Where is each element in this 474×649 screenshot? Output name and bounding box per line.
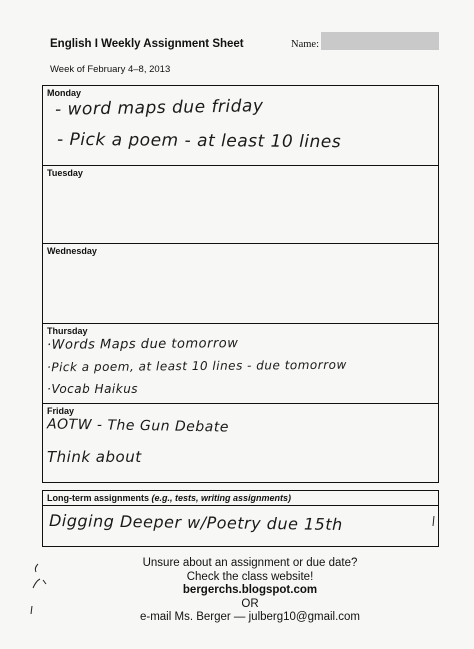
sheet-title: English I Weekly Assignment Sheet xyxy=(50,38,244,50)
day-label-monday: Monday xyxy=(47,88,82,98)
week-label: Week of February 4–8, 2013 xyxy=(50,64,171,75)
day-label-wednesday: Wednesday xyxy=(47,246,97,256)
footer-line-1: Unsure about an assignment or due date? xyxy=(142,557,358,569)
name-label: Name: xyxy=(291,39,319,50)
day-label-friday: Friday xyxy=(47,406,75,416)
friday-entry-2: Think about xyxy=(47,448,142,466)
thursday-entry-2: ·Pick a poem, at least 10 lines - due tomorrow xyxy=(46,357,347,375)
monday-entry-1: - word maps due friday xyxy=(54,96,264,120)
monday-entry-2: - Pick a poem - at least 10 lines xyxy=(56,129,342,153)
footer-email[interactable]: e-mail Ms. Berger — julberg10@gmail.com xyxy=(139,611,361,623)
long-term-label: Long-term assignments (e.g., tests, writing assignments) xyxy=(47,493,292,503)
thursday-entry-1: ·Words Maps due tomorrow xyxy=(46,336,239,353)
long-term-entry: Digging Deeper w/Poetry due 15th xyxy=(48,510,343,535)
footer-or: OR xyxy=(241,597,259,610)
footer-line-2: Check the class website! xyxy=(186,570,314,583)
thursday-entry-3: ·Vocab Haikus xyxy=(47,382,139,396)
friday-entry-1: AOTW - The Gun Debate xyxy=(46,416,230,436)
footer xyxy=(100,557,400,625)
day-label-thursday: Thursday xyxy=(47,326,88,336)
class-website-link[interactable]: bergerchs.blogspot.com xyxy=(182,584,318,596)
day-label-tuesday: Tuesday xyxy=(47,168,83,178)
